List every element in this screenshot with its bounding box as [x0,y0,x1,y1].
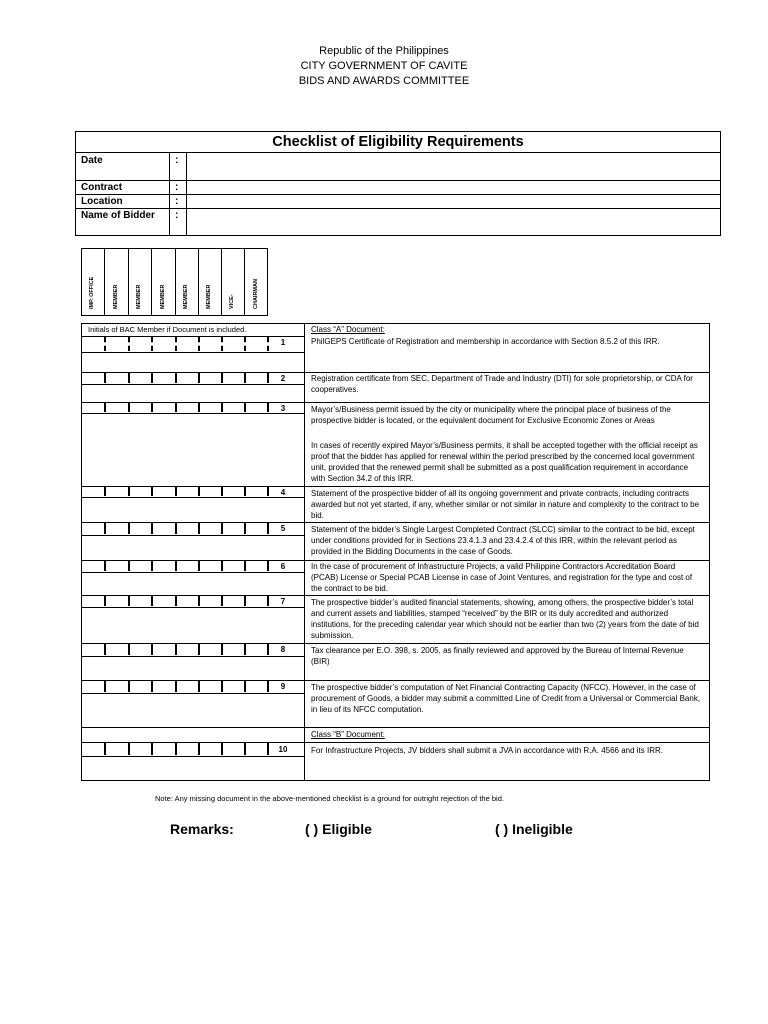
note-text: Note: Any missing document in the above-mentioned checklist is a ground for outright rejection of the bid. [155,794,504,803]
initials-cell-divider [151,487,153,496]
initials-cell-divider [267,337,269,351]
initials-cell-divider [198,523,200,534]
bac-member-4: MEMBER [183,284,189,309]
initials-cell-divider [104,596,106,606]
initials-cell-divider [221,403,223,412]
item-description: For Infrastructure Projects, JV bidders shall submit a JVA in accordance with R.A. 4566 and its IRR. [311,746,664,755]
initials-cell-divider [175,681,177,692]
item-number: 7 [280,597,286,606]
initials-cell-divider [244,743,246,755]
bac-vice: VICE- [229,294,235,309]
initials-cell-divider [128,487,130,496]
bidder-name-label: Name of Bidder [81,210,155,221]
initials-cell-divider [104,373,106,383]
initials-cell-divider [104,523,106,534]
initials-cell-divider [175,373,177,383]
initials-cell-divider [221,596,223,606]
initials-cell-divider [128,523,130,534]
initials-cell-divider [128,403,130,412]
eligible-option[interactable]: ( ) Eligible [305,821,372,837]
initials-cell-divider [128,561,130,571]
initials-cell-divider [175,743,177,755]
initials-cell-divider [267,373,269,383]
initials-cell-divider [128,337,130,351]
item-description: The prospective bidder’s audited financial statements, showing, among others, the prospective bidder’s total and current assets and liabilities, stamped “received” by the BIR or its duly accredited and authorized institutions, for the preceding calendar year which should not be earlier than two (2) years from the date of bid submission. [311,598,699,640]
item-number: 9 [280,682,286,691]
initials-cell-divider [267,561,269,571]
initials-cell-divider [175,337,177,351]
initials-cell-divider [244,337,246,351]
item-number: 10 [278,745,288,754]
initials-cell-divider [151,373,153,383]
item-number: 6 [280,562,286,571]
initials-cell-divider [244,523,246,534]
item-number: 5 [280,524,286,533]
item-description-continued: In cases of recently expired Mayor’s/Business permits, it shall be accepted together with the official receipt as proof that the bidder has applied for renewal within the period prescribed by the concerned local government unit, provided that the renewed permit shall be submitted as a post qualification requirement in accordance with Section 34.2 of this IRR. [311,441,698,483]
bac-chairman: CHAIRMAN [253,279,259,309]
initials-cell-divider [151,644,153,655]
initials-cell-divider [267,596,269,606]
date-colon: : [175,155,179,166]
initials-cell-divider [128,373,130,383]
initials-cell-divider [221,487,223,496]
contract-field[interactable] [190,182,715,193]
item-description: Registration certificate from SEC, Department of Trade and Industry (DTI) for sole proprietorship, or CDA for cooperatives. [311,374,693,394]
contract-colon: : [175,182,179,193]
date-label: Date [81,155,103,166]
initials-cell-divider [221,523,223,534]
item-number: 2 [280,374,286,383]
bac-member-3: MEMBER [160,284,166,309]
initials-cell-divider [104,644,106,655]
initials-cell-divider [151,743,153,755]
initials-cell-divider [198,743,200,755]
initials-cell-divider [244,403,246,412]
initials-cell-divider [267,403,269,412]
initials-cell-divider [198,373,200,383]
item-number: 8 [280,645,286,654]
item-description: PhilGEPS Certificate of Registration and membership in accordance with Section 8.5.2 of this IRR. [311,337,660,346]
item-number: 4 [280,488,286,497]
item-description: Statement of the prospective bidder of all its ongoing government and private contracts, including contracts awarded but not yet started, if any, whether similar or not similar in nature and complexity to the contract to be bid. [311,489,700,520]
initials-cell-divider [267,487,269,496]
initials-cell-divider [221,337,223,351]
initials-cell-divider [198,644,200,655]
initials-cell-divider [104,743,106,755]
initials-cell-divider [244,487,246,496]
location-colon: : [175,196,179,207]
initials-cell-divider [128,596,130,606]
initials-cell-divider [198,337,200,351]
initials-cell-divider [151,403,153,412]
initials-cell-divider [198,596,200,606]
date-field[interactable] [190,155,715,177]
initials-cell-divider [104,403,106,412]
initials-cell-divider [175,644,177,655]
initials-cell-divider [221,743,223,755]
initials-cell-divider [175,596,177,606]
bidder-name-colon: : [175,210,179,221]
initials-cell-divider [104,487,106,496]
item-description: Mayor’s/Business permit issued by the city or municipality where the principal place of business of the prospective bidder is located, or the equivalent document for Exclusive Economic Zones or Areas [311,405,671,425]
class-a-header: Class “A” Document: [311,325,385,334]
initials-cell-divider [151,681,153,692]
initials-cell-divider [267,523,269,534]
initials-cell-divider [244,373,246,383]
location-label: Location [81,196,123,207]
initials-cell-divider [221,681,223,692]
form-title: Checklist of Eligibility Requirements [272,134,524,150]
initials-cell-divider [151,337,153,351]
initials-cell-divider [175,487,177,496]
item-description: In the case of procurement of Infrastructure Projects, a valid Philippine Contractors Accreditation Board (PCAB) License or Special PCAB License in case of Joint Ventures, and registration for the type and cost of the contract to be bid. [311,562,693,593]
item-number: 1 [280,338,286,347]
initials-cell-divider [244,561,246,571]
initials-header: Initials of BAC Member if Document is included. [88,325,247,334]
initials-cell-divider [221,373,223,383]
initials-cell-divider [244,681,246,692]
initials-cell-divider [104,337,106,351]
bac-imp-office: IMP. OFFICE [89,276,95,309]
initials-cell-divider [128,681,130,692]
initials-cell-divider [151,596,153,606]
header-bac: BIDS AND AWARDS COMMITTEE [298,75,470,87]
bac-member-1: MEMBER [113,284,119,309]
contract-label: Contract [81,182,123,193]
bac-member-2: MEMBER [136,284,142,309]
item-description: Tax clearance per E.O. 398, s. 2005, as finally reviewed and approved by the Bureau of Internal Revenue (BIR) [311,646,684,666]
initials-cell-divider [128,743,130,755]
initials-cell-divider [267,644,269,655]
initials-cell-divider [151,523,153,534]
header-republic: Republic of the Philippines [319,45,449,57]
initials-cell-divider [221,561,223,571]
item-description: Statement of the bidder’s Single Largest Completed Contract (SLCC) similar to the contract to be bid, except under conditions provided for in Sections 23.4.1.3 and 23.4.2.4 of this IRR, within the relevant period as provided in the Bidding Documents in the case of Goods. [311,525,695,556]
initials-cell-divider [198,403,200,412]
initials-cell-divider [267,681,269,692]
initials-cell-divider [104,681,106,692]
initials-cell-divider [175,403,177,412]
initials-cell-divider [151,561,153,571]
bidder-name-field[interactable] [190,210,715,234]
initials-cell-divider [128,644,130,655]
initials-cell-divider [198,561,200,571]
item-number: 3 [280,404,286,413]
item-description: The prospective bidder’s computation of Net Financial Contracting Capacity (NFCC). However, in the case of procurement of Goods, a bidder may submit a committed Line of Credit from a Universal or Commercial Bank, in lieu of its NFCC computation. [311,683,701,714]
class-b-header: Class “B” Document: [311,730,385,739]
bac-member-5: MEMBER [206,284,212,309]
initials-cell-divider [221,644,223,655]
initials-cell-divider [244,644,246,655]
initials-cell-divider [104,561,106,571]
initials-cell-divider [175,523,177,534]
initials-cell-divider [267,743,269,755]
remarks-label: Remarks: [170,821,234,837]
ineligible-option[interactable]: ( ) Ineligible [495,821,573,837]
initials-cell-divider [198,487,200,496]
initials-cell-divider [198,681,200,692]
initials-cell-divider [175,561,177,571]
initials-cell-divider [244,596,246,606]
location-field[interactable] [190,196,715,207]
header-city-government: CITY GOVERNMENT OF CAVITE [300,60,468,72]
